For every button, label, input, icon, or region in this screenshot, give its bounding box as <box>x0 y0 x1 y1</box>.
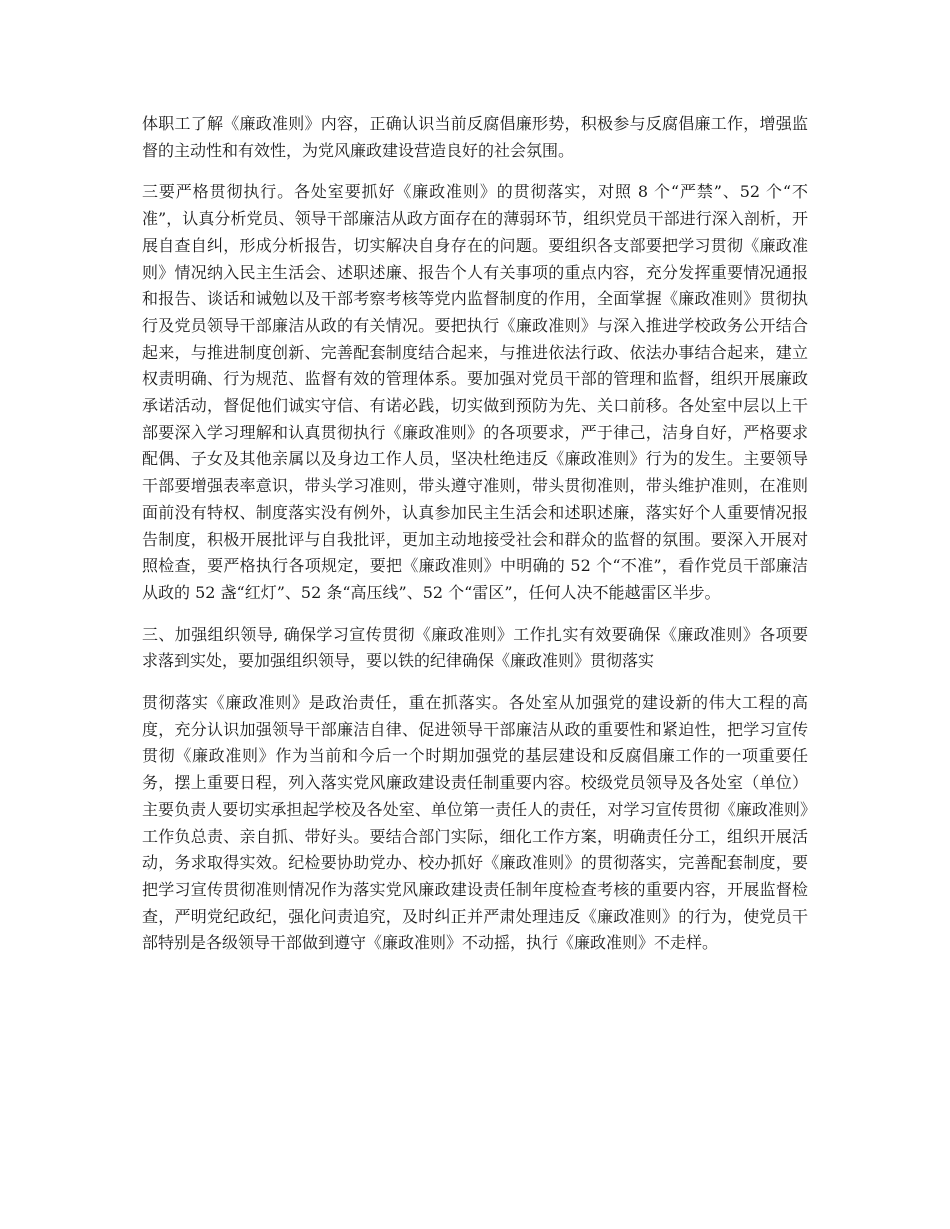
paragraph-strict-implementation: 三要严格贯彻执行。各处室要抓好《廉政准则》的贯彻落实，对照 8 个“严禁”、52 个“不准”，认真分析党员、领导干部廉洁从政方面存在的薄弱环节，组织党员干部进行深入剖析，开展自查自纠，形成分析报告，切实解决自身存在的问题。要组织各支部要把学习贯彻《廉政准则》情况纳入民主生活会、述职述廉、报告个人有关事项的重点内容，充分发挥重要情况通报和报告、谈话和诫勉以及干部考察考核等党内监督制度的作用，全面掌握《廉政准则》贯彻执行及党员领导干部廉洁从政的有关情况。要把执行《廉政准则》与深入推进学校政务公开结合起来，与推进制度创新、完善配套制度结合起来，与推进依法行政、依法办事结合起来，建立权责明确、行为规范、监督有效的管理体系。要加强对党员干部的管理和监督，组织开展廉政承诺活动，督促他们诚实守信、有诺必践，切实做到预防为先、关口前移。各处室中层以上干部要深入学习理解和认真贯彻执行《廉政准则》的各项要求，严于律己，洁身自好，严格要求配偶、子女及其他亲属以及身边工作人员，坚决杜绝违反《廉政准则》行为的发生。主要领导干部要增强表率意识，带头学习准则，带头遵守准则，带头贯彻准则，带头维护准则，在准则面前没有特权、制度落实没有例外，认真参加民主生活会和述职述廉，落实好个人重要情况报告制度，积极开展批评与自我批评，更加主动地接受社会和群众的监督的氛围。要深入开展对照检查，要严格执行各项规定，要把《廉政准则》中明确的 52 个“不准”，看作党员干部廉洁从政的 52 盏“红灯”、52 条“高压线”、52 个“雷区”，任何人决不能越雷区半步。 <box>142 182 808 602</box>
paragraph-political-responsibility: 贯彻落实《廉政准则》是政治责任，重在抓落实。各处室从加强党的建设新的伟大工程的高度，充分认识加强领导干部廉洁自律、促进领导干部廉洁从政的重要性和紧迫性，把学习宣传贯彻《廉政准则》作为当前和今后一个时期加强党的基层建设和反腐倡廉工作的一项重要任务，摆上重要日程，列入落实党风廉政建设责任制重要内容。校级党员领导及各处室（单位）主要负责人要切实承担起学校及各处室、单位第一责任人的责任，对学习宣传贯彻《廉政准则》工作负总责、亲自抓、带好头。要结合部门实际，细化工作方案，明确责任分工，组织开展活动，务求取得实效。纪检要协助党办、校办抓好《廉政准则》的贯彻落实，完善配套制度，要把学习宣传贯彻准则情况作为落实党风廉政建设责任制年度检查考核的重要内容，开展监督检查，严明党纪政纪，强化问责追究，及时纠正并严肃处理违反《廉政准则》的行为，使党员干部特别是各级领导干部做到遵守《廉政准则》不动摇，执行《廉政准则》不走样。 <box>142 693 808 953</box>
paragraph-continuation: 体职工了解《廉政准则》内容，正确认识当前反腐倡廉形势，积极参与反腐倡廉工作，增强监督的主动性和有效性，为党风廉政建设营造良好的社会氛围。 <box>142 114 808 160</box>
section-heading-organizational-leadership: 三、加强组织领导, 确保学习宣传贯彻《廉政准则》工作扎实有效要确保《廉政准则》各项要求落到实处，要加强组织领导，要以铁的纪律确保《廉政准则》贯彻落实 <box>142 624 808 671</box>
document-body <box>142 111 808 972</box>
